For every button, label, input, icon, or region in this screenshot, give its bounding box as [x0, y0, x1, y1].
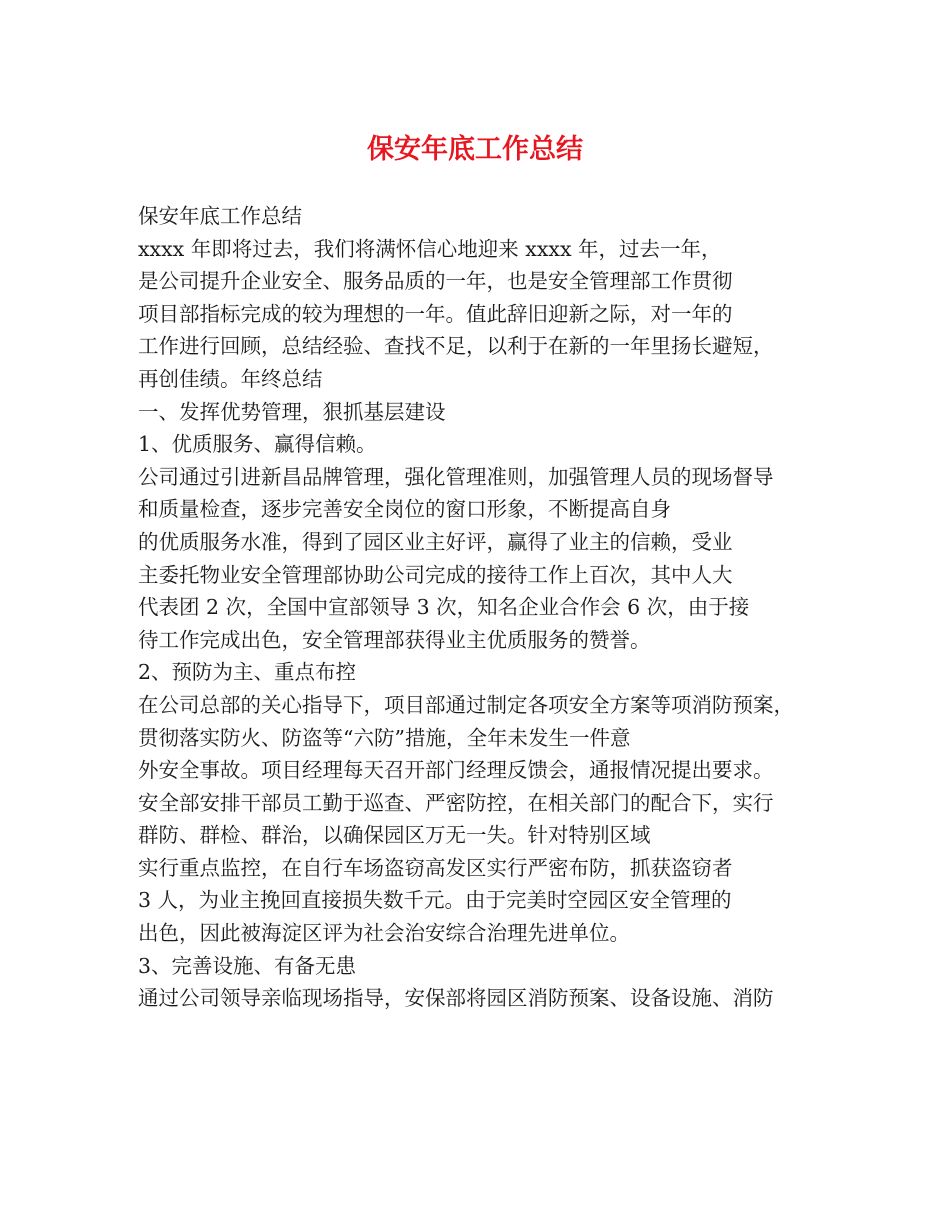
body-line: 工作进行回顾，总结经验、查找不足，以利于在新的一年里扬长避短，	[138, 334, 774, 359]
body-line: 群防、群检、群治，以确保园区万无一失。针对特别区域	[138, 823, 651, 848]
body-line: 待工作完成出色，安全管理部获得业主优质服务的赞誉。	[138, 627, 651, 652]
body-line: 通过公司领导亲临现场指导，安保部将园区消防预案、设备设施、消防	[138, 986, 774, 1011]
body-line: 安全部安排干部员工勤于巡查、严密防控，在相关部门的配合下，实行	[138, 790, 774, 815]
body-line: 外安全事故。项目经理每天召开部门经理反馈会，通报情况提出要求。	[138, 758, 774, 783]
body-line: 主委托物业安全管理部协助公司完成的接待工作上百次，其中人大	[138, 562, 733, 587]
body-line: 的优质服务水准，得到了园区业主好评，赢得了业主的信赖，受业	[138, 529, 733, 554]
subsection-heading: 3、完善设施、有备无患	[138, 953, 357, 978]
body-line: 3 人，为业主挽回直接损失数千元。由于完美时空园区安全管理的	[138, 888, 732, 913]
document-title: 保安年底工作总结	[367, 134, 583, 165]
body-line: 在公司总部的关心指导下，项目部通过制定各项安全方案等项消防预案，	[138, 692, 794, 717]
body-line: 保安年底工作总结	[138, 204, 302, 228]
section-heading: 一、发挥优势管理，狠抓基层建设	[138, 399, 446, 424]
body-line: 代表团 2 次，全国中宣部领导 3 次，知名企业合作会 6 次，由于接	[138, 595, 750, 620]
body-line: xxxx 年即将过去，我们将满怀信心地迎来 xxxx 年，过去一年，	[138, 236, 722, 261]
body-line: 项目部指标完成的较为理想的一年。值此辞旧迎新之际，对一年的	[138, 301, 733, 326]
body-line: 和质量检查，逐步完善安全岗位的窗口形象，不断提高自身	[138, 497, 671, 522]
subsection-heading: 2、预防为主、重点布控	[138, 660, 357, 685]
body-line: 实行重点监控，在自行车场盗窃高发区实行严密布防，抓获盗窃者	[138, 855, 733, 880]
body-line: 再创佳绩。年终总结	[138, 366, 323, 391]
body-line: 贯彻落实防火、防盗等“六防”措施，全年未发生一件意	[138, 725, 631, 750]
body-line: 公司通过引进新昌品牌管理，强化管理准则，加强管理人员的现场督导	[138, 464, 774, 489]
subsection-heading: 1、优质服务、赢得信赖。	[138, 432, 377, 457]
body-line: 出色，因此被海淀区评为社会治安综合治理先进单位。	[138, 921, 630, 946]
body-line: 是公司提升企业安全、服务品质的一年，也是安全管理部工作贯彻	[138, 269, 733, 294]
document-body	[138, 200, 838, 1015]
